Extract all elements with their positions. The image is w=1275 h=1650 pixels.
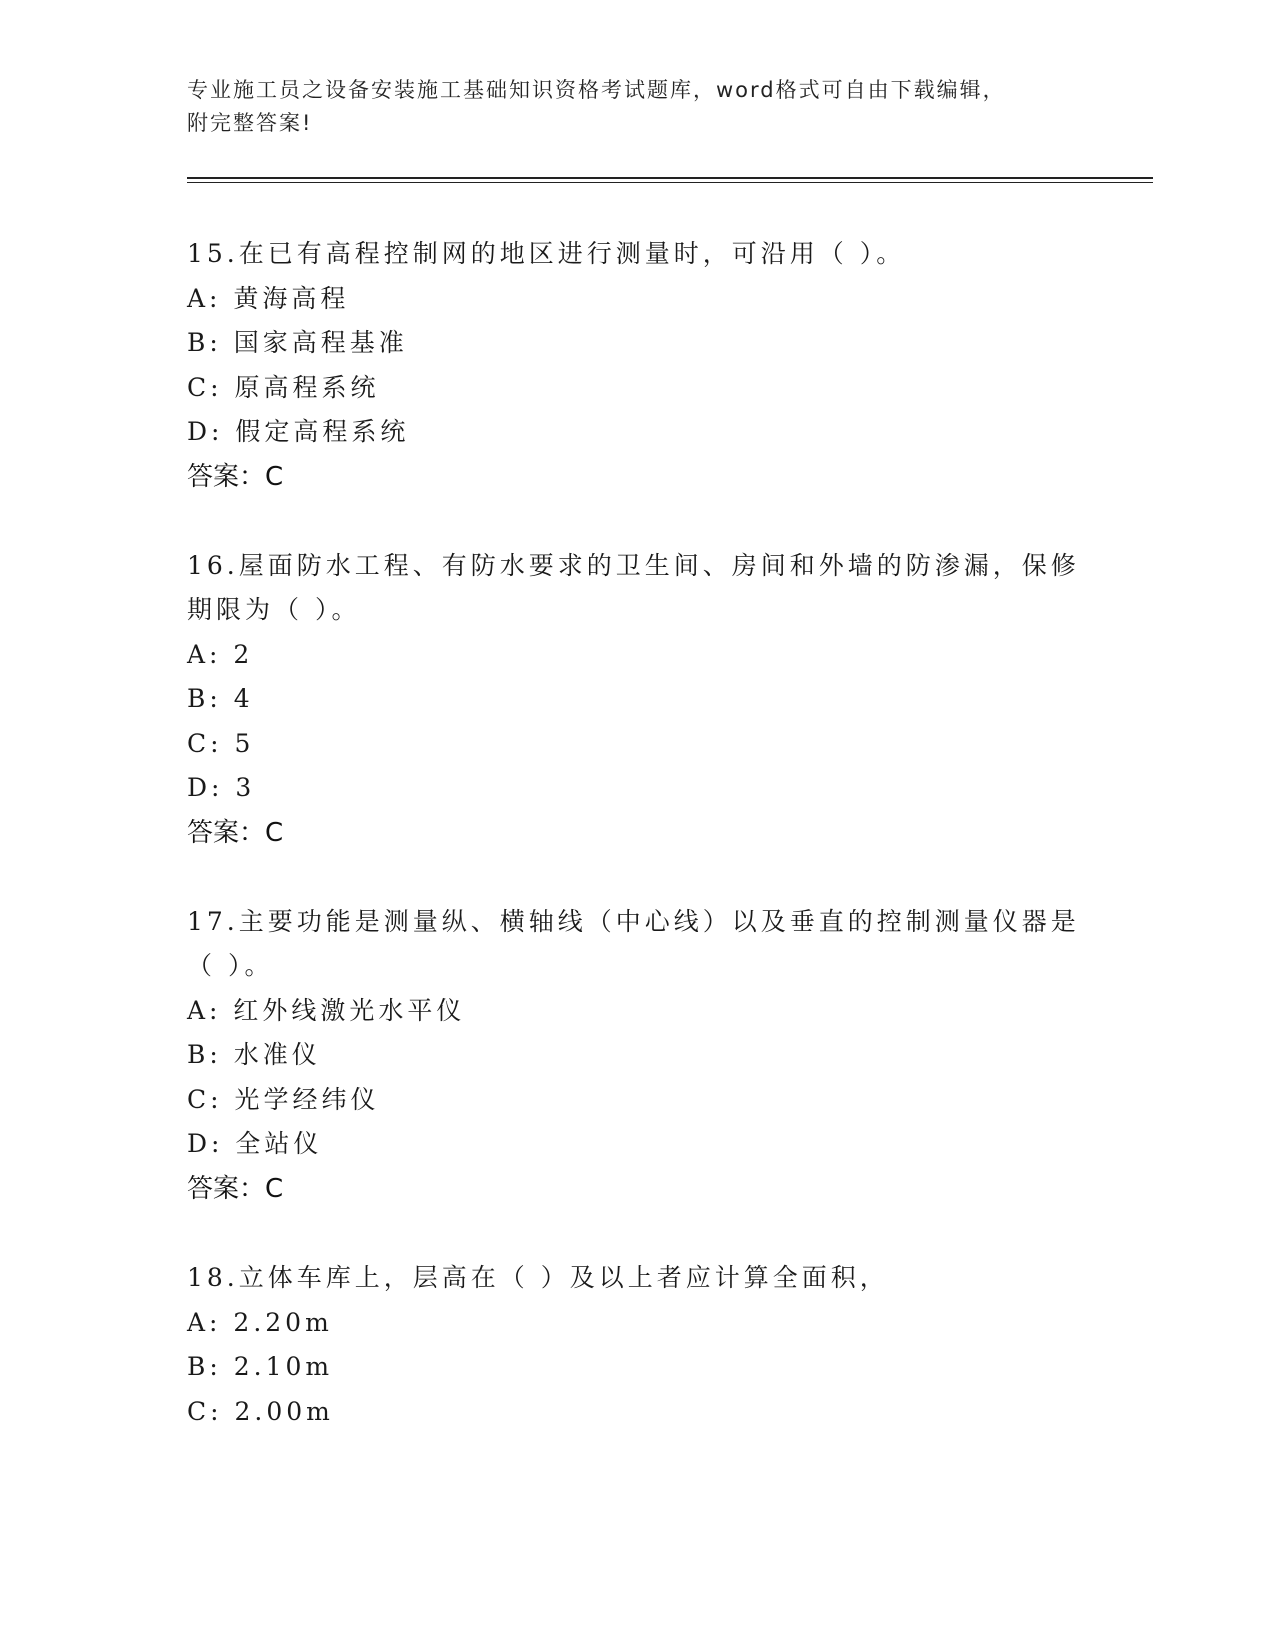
answer-label: 答案： [187, 818, 266, 848]
question-stem: 17.主要功能是测量纵、横轴线（中心线）以及垂直的控制测量仪器是 [187, 907, 1080, 936]
answer-label: 答案： [187, 462, 266, 492]
question-stem: 18.立体车库上，层高在（ ）及以上者应计算全面积， [187, 1263, 889, 1292]
option-c: C: 原高程系统 [187, 373, 380, 402]
header-line-2: 附完整答案! [187, 111, 313, 135]
header-divider-thin [187, 182, 1153, 183]
option-c: C: 光学经纬仪 [187, 1085, 380, 1114]
answer-value: C [265, 818, 284, 848]
answer-value: C [265, 462, 284, 492]
document-header [187, 74, 1067, 140]
option-d: D: 全站仪 [187, 1129, 323, 1158]
option-b: B: 2.10m [187, 1352, 334, 1381]
option-a: A: 红外线激光水平仪 [187, 996, 466, 1025]
header-line-1: 专业施工员之设备安装施工基础知识资格考试题库，word格式可自由下载编辑， [187, 78, 1006, 102]
question-stem: 16.屋面防水工程、有防水要求的卫生间、房间和外墙的防渗漏，保修 [187, 551, 1080, 580]
option-a: A: 黄海高程 [187, 284, 350, 313]
answer-label: 答案： [187, 1174, 266, 1204]
option-a: A: 2 [187, 640, 254, 669]
option-d: D: 假定高程系统 [187, 417, 410, 446]
question-stem: 15.在已有高程控制网的地区进行测量时，可沿用（ ）。 [187, 239, 906, 268]
option-b: B: 4 [187, 684, 254, 713]
option-d: D: 3 [187, 773, 256, 802]
question-stem-cont: （ ）。 [187, 951, 274, 980]
option-b: B: 国家高程基准 [187, 328, 408, 357]
option-c: C: 5 [187, 729, 255, 758]
answer-value: C [265, 1174, 284, 1204]
option-a: A: 2.20m [187, 1308, 333, 1337]
answer-line [187, 1172, 283, 1206]
answer-line [187, 460, 283, 494]
option-c: C: 2.00m [187, 1397, 334, 1426]
option-b: B: 水准仪 [187, 1040, 321, 1069]
question-stem-cont: 期限为（ ）。 [187, 595, 361, 624]
answer-line [187, 816, 283, 850]
header-divider-thick [187, 177, 1153, 179]
